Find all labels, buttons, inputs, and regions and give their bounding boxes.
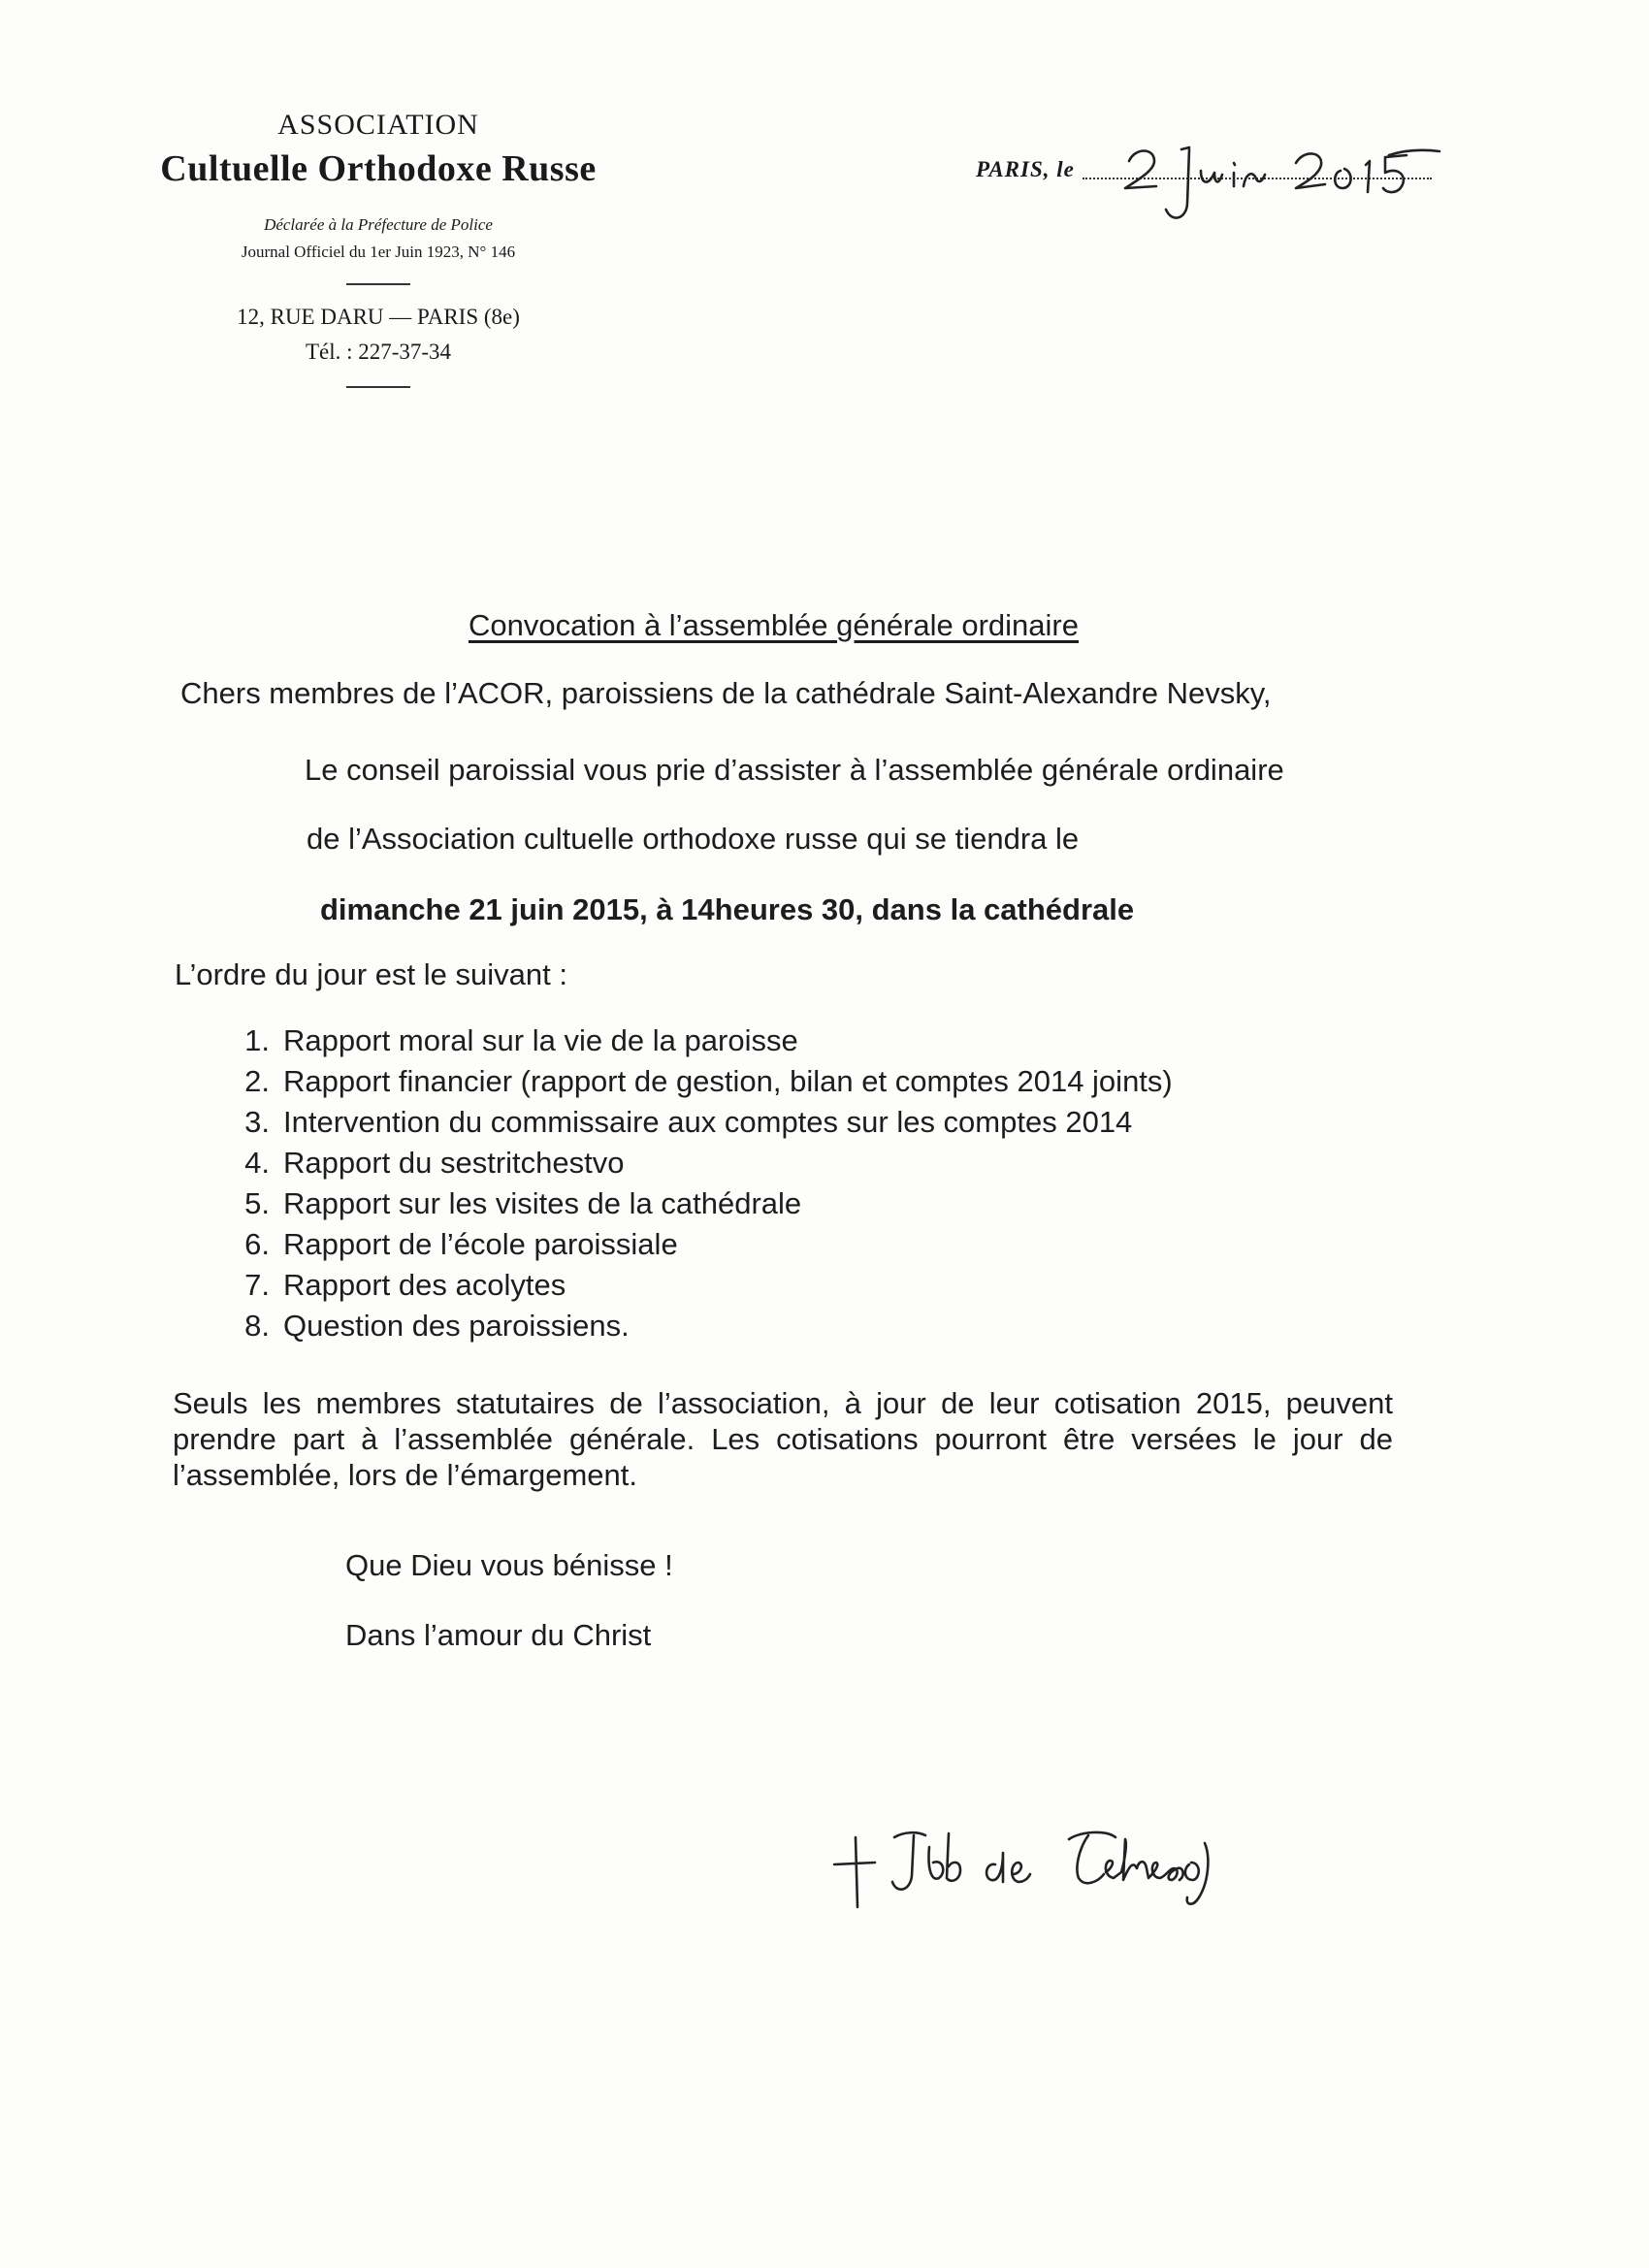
agenda-item-number: 8. <box>244 1309 270 1343</box>
agenda-item-text: Rapport des acolytes <box>283 1268 566 1302</box>
agenda-item-text: Question des paroissiens. <box>283 1309 630 1343</box>
agenda-item-text: Intervention du commissaire aux comptes sur les comptes 2014 <box>283 1105 1133 1139</box>
letterhead-divider-bottom <box>346 386 410 388</box>
agenda-item-number: 2. <box>244 1064 270 1098</box>
document-title: Convocation à l’assemblée générale ordinaire <box>469 608 1079 642</box>
agenda-item <box>215 1143 1173 1183</box>
membership-note: Seuls les membres statutaires de l’association, à jour de leur cotisation 2015, peuvent prendre part à l’assemblée générale. Les cotisations pourront être versées le jour de l’assemblée, lors de l’émargement. <box>173 1386 1393 1492</box>
letterhead-name: Cultuelle Orthodoxe Russe <box>160 148 597 189</box>
intro-line-2: de l’Association cultuelle orthodoxe russe qui se tiendra le <box>307 822 1080 856</box>
agenda-item <box>215 1021 1173 1061</box>
place-label <box>976 157 1075 182</box>
agenda-intro: L’ordre du jour est le suivant : <box>175 957 567 991</box>
agenda-item-text: Rapport du sestritchestvo <box>283 1146 625 1180</box>
letterhead-journal: Journal Officiel du 1er Juin 1923, N° 146 <box>241 243 516 261</box>
closing: Dans l’amour du Christ <box>345 1618 652 1652</box>
agenda-item-number: 7. <box>244 1268 270 1302</box>
event-details: dimanche 21 juin 2015, à 14heures 30, dans la cathédrale <box>320 892 1135 926</box>
letterhead-declared: Déclarée à la Préfecture de Police <box>264 215 493 234</box>
agenda-item-text: Rapport moral sur la vie de la paroisse <box>283 1023 798 1057</box>
salutation: Chers membres de l’ACOR, paroissiens de la cathédrale Saint-Alexandre Nevsky, <box>180 676 1272 710</box>
agenda-item-number: 3. <box>244 1105 270 1139</box>
blessing: Que Dieu vous bénisse ! <box>345 1548 673 1582</box>
letterhead-association: ASSOCIATION <box>277 109 479 141</box>
agenda-item <box>215 1265 1173 1306</box>
agenda-item <box>215 1061 1173 1102</box>
handwritten-signature <box>824 1804 1271 1950</box>
agenda-item <box>215 1224 1173 1265</box>
agenda-item-number: 6. <box>244 1227 270 1261</box>
agenda-item-number: 4. <box>244 1146 270 1180</box>
agenda-item-number: 1. <box>244 1023 270 1057</box>
agenda-item-text: Rapport financier (rapport de gestion, bilan et comptes 2014 joints) <box>283 1064 1173 1098</box>
letterhead-divider <box>346 283 410 285</box>
agenda-item-text: Rapport de l’école paroissiale <box>283 1227 678 1261</box>
agenda-item <box>215 1306 1173 1346</box>
letterhead-phone: Tél. : 227-37-34 <box>305 340 452 364</box>
agenda-item-text: Rapport sur les visites de la cathédrale <box>283 1186 802 1220</box>
letterhead <box>136 109 621 407</box>
place-label-text: PARIS, le <box>976 157 1075 181</box>
agenda-list <box>215 1021 1173 1346</box>
agenda-item-number: 5. <box>244 1186 270 1220</box>
letterhead-address: 12, RUE DARU — PARIS (8e) <box>237 305 520 329</box>
intro-line-1: Le conseil paroissial vous prie d’assister à l’assemblée générale ordinaire <box>305 753 1284 787</box>
handwritten-date <box>1116 136 1445 243</box>
agenda-item <box>215 1183 1173 1224</box>
agenda-item <box>215 1102 1173 1143</box>
